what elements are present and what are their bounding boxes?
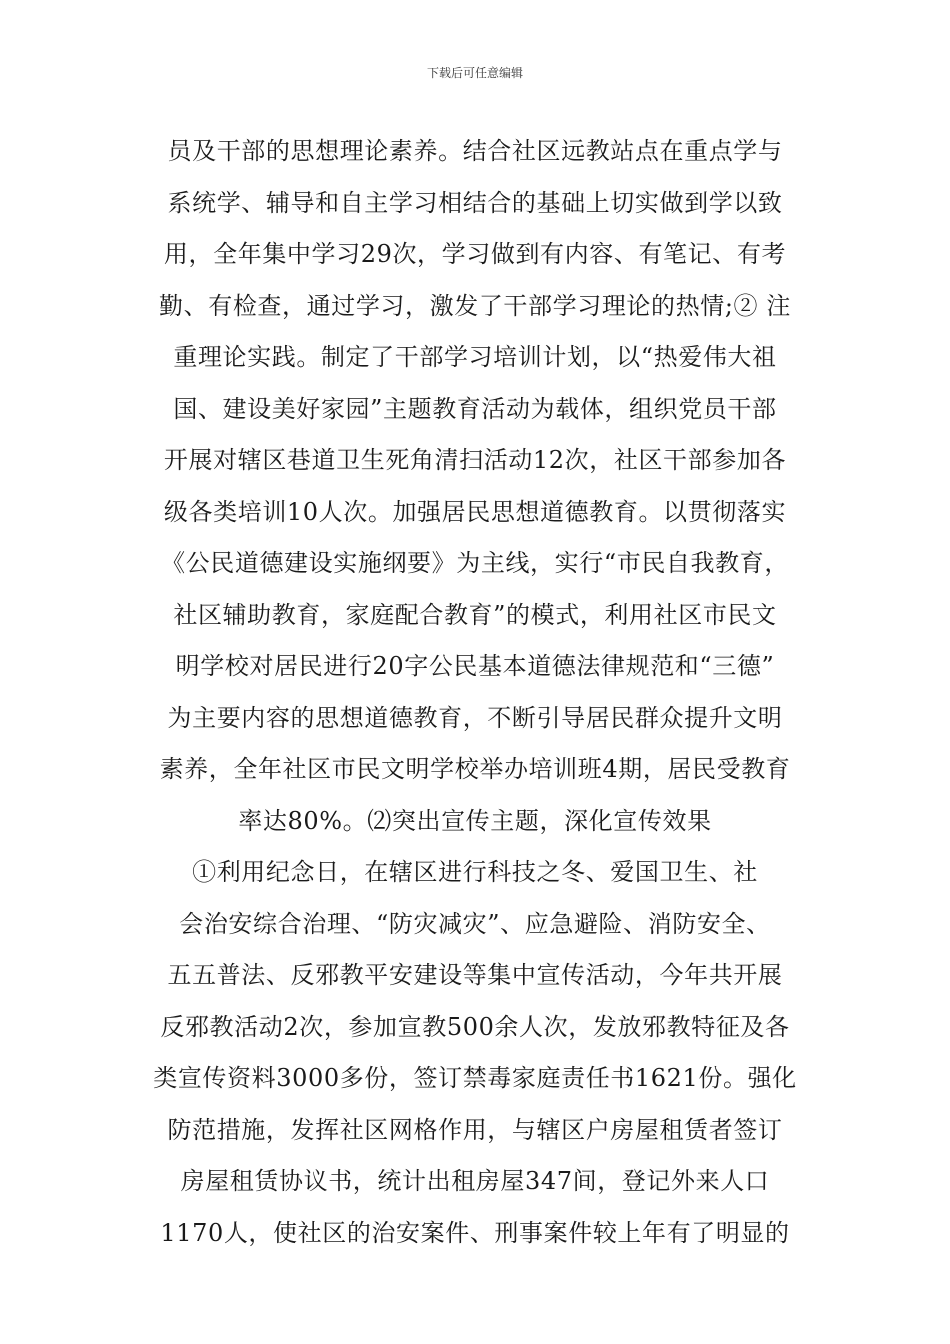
text-line: ①利用纪念日，在辖区进行科技之冬、爱国卫生、社 — [192, 858, 758, 886]
text-line: 类宣传资料3000多份，签订禁毒家庭责任书1621份。强化 — [153, 1064, 797, 1092]
text-line: 《公民道德建设实施纲要》为主线，实行“市民自我教育， — [161, 549, 789, 577]
text-line: 级各类培训10人次。加强居民思想道德教育。以贯彻落实 — [163, 497, 787, 526]
page-header: 下载后可任意编辑 — [426, 66, 523, 80]
text-line: 率达80%。⑵突出宣传主题，深化宣传效果 — [238, 806, 712, 835]
text-line: 明学校对居民进行20字公民基本道德法律规范和“三德” — [175, 652, 775, 680]
text-line: 开展对辖区巷道卫生死角清扫活动12次，社区干部参加各 — [163, 446, 787, 474]
document-body — [130, 126, 820, 1259]
text-line: 反邪教活动2次，参加宣教500余人次，发放邪教特征及各 — [160, 1012, 790, 1041]
text-line: 1170人，使社区的治安案件、刑事案件较上年有了明显的 — [160, 1218, 790, 1247]
text-line: 会治安综合治理、“防灾减灾”、应急避险、消防安全、 — [179, 909, 771, 938]
text-line: 员及干部的思想理论素养。结合社区远教站点在重点学与 — [167, 137, 783, 165]
text-line: 社区辅助教育，家庭配合教育”的模式，利用社区市民文 — [173, 600, 777, 629]
text-line: 用，全年集中学习29次，学习做到有内容、有笔记、有考 — [163, 240, 787, 268]
text-line: 房屋租赁协议书，统计出租房屋347间，登记外来人口 — [180, 1167, 770, 1195]
text-line: 重理论实践。制定了干部学习培训计划，以“热爱伟大祖 — [173, 343, 777, 371]
text-line: 素养，全年社区市民文明学校举办培训班4期，居民受教育 — [159, 755, 791, 783]
text-line: 防范措施，发挥社区网格作用，与辖区户房屋租赁者签订 — [167, 1115, 783, 1144]
text-line: 系统学、辅导和自主学习相结合的基础上切实做到学以致 — [167, 188, 783, 217]
text-line: 五五普法、反邪教平安建设等集中宣传活动，今年共开展 — [167, 961, 783, 989]
text-line: 为主要内容的思想道德教育，不断引导居民群众提升文明 — [167, 703, 783, 732]
text-line: 国、建设美好家园”主题教育活动为载体，组织党员干部 — [173, 394, 777, 423]
text-line: 勤、有检查，通过学习，激发了干部学习理论的热情;② 注 — [159, 291, 791, 320]
